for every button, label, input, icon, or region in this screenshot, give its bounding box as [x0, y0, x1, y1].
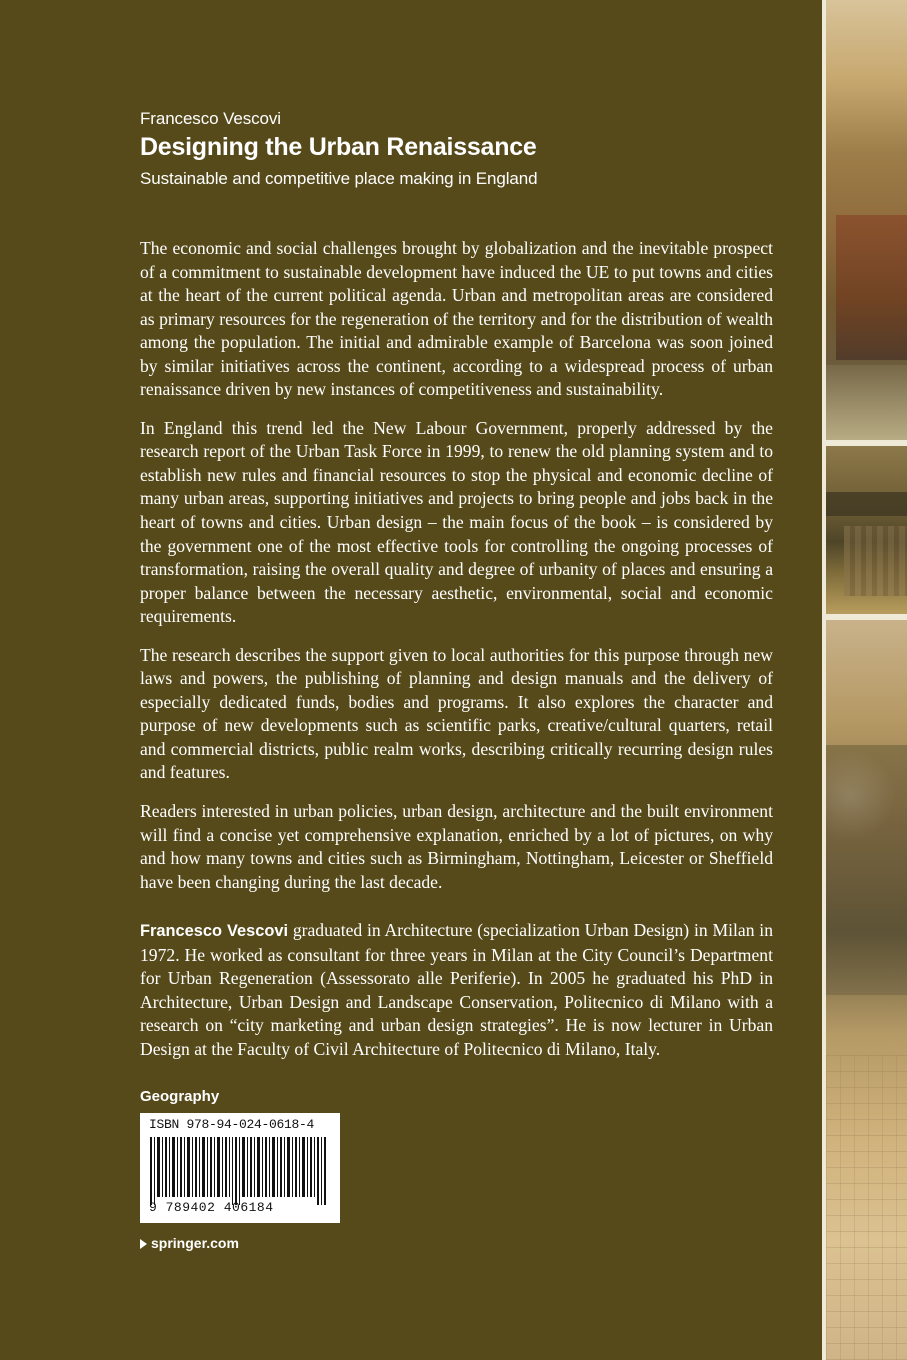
cover-photo-top — [826, 0, 907, 440]
book-title: Designing the Urban Renaissance — [140, 133, 537, 161]
cover-photo-strip — [822, 0, 907, 1360]
blurb-copy — [140, 237, 773, 909]
blurb-paragraph-2: In England this trend led the New Labour Government, properly addressed by the research report of the Urban Task Force in 1999, to renew the old planning system and to establish new rules and financial resources to stop the physical and economic decline of many urban areas, supporting initiatives and projects to bring people and jobs back in the heart of towns and cities. Urban design – the main focus of the book – is considered by the government one of the most effective tools for controlling the ongoing processes of transformation, raising the overall quality and degree of urbanity of places and ensuring a proper balance between the necessary aesthetic, environmental, social and economic requirements. — [140, 417, 773, 627]
blurb-paragraph-4: Readers interested in urban policies, urban design, architecture and the built environment will find a concise yet comprehensive explanation, enriched by a lot of pictures, on why and how many towns and cities such as Birmingham, Nottingham, Leicester or Sheffield have been changing during the last decade. — [140, 801, 773, 892]
author-header: Francesco Vescovi — [140, 109, 281, 128]
play-icon — [140, 1239, 147, 1249]
author-bio — [140, 919, 773, 1061]
cover-photo-middle — [826, 446, 907, 614]
springer-link-text: springer.com — [151, 1235, 239, 1251]
blurb-paragraph-3: The research describes the support given to local authorities for this purpose through new laws and powers, the publishing of planning and design manuals and the delivery of especially dedicated funds, bodies and programs. It also explores the character and purpose of new developments such as scientific parks, creative/cultural quarters, retail and commercial districts, public realm works, describing critically recurring design rules and features. — [140, 644, 773, 783]
bio-text: graduated in Architecture (specialization Urban Design) in Milan in 1972. He worked as consultant for three years in Milan at the City Council’s Department for Urban Regeneration (Assessorato alle Periferie). In 2005 he graduated his PhD in Architecture, Urban Design and Landscape Conservation, Politecnico di Milano with a research on “city marketing and urban design strategies”. He is now lecturer in Urban Design at the Faculty of Civil Architecture of Politecnico di Milano, Italy. — [140, 920, 773, 1059]
barcode-digits: 9 789402 406184 — [149, 1200, 274, 1215]
bio-author-name: Francesco Vescovi — [140, 922, 289, 940]
blurb-paragraph-1: The economic and social challenges brought by globalization and the inevitable prospect of a commitment to sustainable development have induced the UE to put towns and cities at the heart of the current political agenda. Urban and metropolitan areas are considered as primary resources for the regeneration of the territory and for the distribution of wealth among the population. The initial and admirable example of Barcelona was soon joined by similar initiatives across the continent, according to a widespread process of urban renaissance driven by new instances of competitiveness and sustainability. — [140, 238, 773, 400]
isbn-barcode-box — [140, 1113, 340, 1223]
springer-link[interactable] — [140, 1235, 239, 1251]
isbn-label: ISBN 978-94-024-0618-4 — [149, 1117, 315, 1132]
book-category: Geography — [140, 1088, 220, 1105]
book-subtitle: Sustainable and competitive place making in England — [140, 169, 538, 188]
barcode — [150, 1137, 330, 1205]
cover-photo-bottom — [826, 620, 907, 1360]
